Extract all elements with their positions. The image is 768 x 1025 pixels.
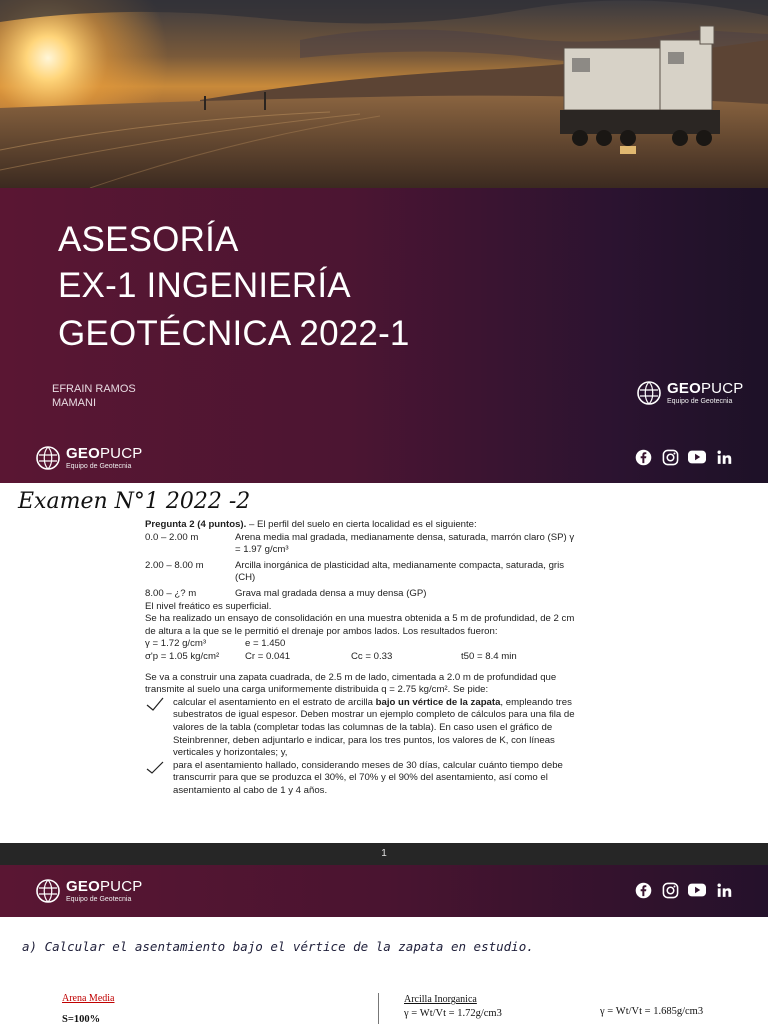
- globe-icon: [36, 446, 60, 470]
- logo-pucp-text: PUCP: [99, 445, 143, 462]
- layer-description: Arcilla inorgánica de plasticidad alta, medianamente compacta, saturada, gris (CH): [235, 559, 565, 584]
- cover-title-line-3: GEOTÉCNICA 2022-1: [58, 314, 410, 353]
- question-intro: – El perfil del suelo en cierta localidad es el siguiente:: [246, 519, 477, 530]
- arena-media-label: Arena Media: [62, 993, 115, 1004]
- results-row-1: [145, 638, 575, 651]
- logo-subtitle: Equipo de Geotecnia: [66, 463, 132, 470]
- desert-sunset-illustration: [0, 0, 768, 188]
- globe-icon: [637, 381, 661, 405]
- soil-layer-row: [145, 532, 575, 557]
- layer-description: Grava mal gradada densa a muy densa (GP): [235, 587, 427, 599]
- slide-number: 1: [381, 848, 387, 859]
- layer-depth: 2.00 – 8.00 m: [145, 559, 204, 571]
- item-a-text-rest: , empleando tres subestratos de igual espesor. Deben mostrar un ejemplo completo de cálculos para una fila de valores de la tabla (completar todas las columnas de la tabla). En caso usen el gráfico de Steinbrenner, deben adjuntarlo e indicar, para los tres puntos, los valores de K, con líneas verticales y horizontales; y,: [173, 696, 575, 759]
- logo-pucp-text: PUCP: [99, 878, 143, 895]
- linkedin-icon[interactable]: [715, 881, 733, 899]
- logo-subtitle: Equipo de Geotecnia: [667, 398, 733, 405]
- question-text-block: [145, 519, 575, 797]
- layer-depth: 8.00 – ¿? m: [145, 587, 197, 599]
- cover-title-panel: [0, 188, 768, 483]
- check-mark-icon: [145, 697, 173, 760]
- youtube-icon[interactable]: [688, 881, 706, 899]
- question-item-b: [145, 760, 575, 798]
- result-value: e = 1.450: [245, 638, 286, 650]
- slide-number-bar: [0, 843, 768, 865]
- globe-icon: [36, 879, 60, 903]
- result-value: Cc = 0.33: [351, 650, 393, 662]
- layer-depth: 0.0 – 2.00 m: [145, 531, 199, 543]
- cover-photo: [0, 0, 768, 188]
- result-value: Cr = 0.041: [245, 650, 291, 662]
- question-item-a: [145, 697, 575, 760]
- arena-saturation-formula: S=100%: [62, 1014, 101, 1025]
- result-value: t50 = 8.4 min: [461, 650, 517, 662]
- linkedin-icon[interactable]: [715, 448, 733, 466]
- author-line-2: MAMANI: [52, 397, 96, 409]
- social-links: [634, 881, 733, 899]
- soil-layer-row: [145, 588, 575, 601]
- result-value: γ = 1.72 g/cm³: [145, 638, 207, 650]
- check-mark-icon: [145, 760, 173, 798]
- consolidation-test-text: Se ha realizado un ensayo de consolidación en una muestra obtenida a 5 m de profundidad, de 2 cm de altura a la que se le permitió el drenaje por ambos lados. Los resultados fueron:: [145, 613, 575, 637]
- logo-subtitle: Equipo de Geotecnia: [66, 896, 132, 903]
- slide-header-bar: [0, 865, 768, 917]
- unit-weight-formula-right: γ = Wt/Vt = 1.685g/cm3: [600, 1006, 704, 1017]
- layer-description: Arena media mal gradada, medianamente densa, saturada, marrón claro (SP) γ = 1.97 g/cm³: [235, 531, 575, 556]
- column-divider: [378, 993, 379, 1024]
- author-line-1: EFRAIN RAMOS: [52, 383, 136, 395]
- result-value: σ'p = 1.05 kg/cm²: [145, 650, 220, 662]
- facebook-icon[interactable]: [634, 881, 652, 899]
- item-a-bold: bajo un vértice de la zapata: [375, 696, 501, 708]
- logo-geo-text: GEO: [66, 878, 100, 895]
- arcilla-unit-weight-formula: γ = Wt/Vt = 1.72g/cm3: [404, 1008, 502, 1019]
- geopucp-logo: [36, 879, 142, 903]
- author-name: [52, 382, 136, 410]
- social-links: [634, 448, 733, 466]
- logo-geo-text: GEO: [66, 445, 100, 462]
- slide-2-content: [0, 917, 768, 1024]
- soil-layer-row: [145, 560, 575, 585]
- logo-pucp-text: PUCP: [700, 380, 744, 397]
- handwritten-exam-title: Examen N°1 2022 -2: [18, 489, 251, 514]
- facebook-icon[interactable]: [634, 448, 652, 466]
- item-a-text: calcular el asentamiento en el estrato de arcilla: [173, 696, 376, 708]
- geopucp-logo-left: [36, 446, 142, 470]
- part-a-heading: a) Calcular el asentamiento bajo el vértice de la zapata en estudio.: [22, 939, 534, 954]
- footing-text: Se va a construir una zapata cuadrada, de 2.5 m de lado, cimentada a 2.0 m de profundidad que transmite al suelo una carga uniformemente distribuida q = 2.75 kg/cm². Se pide:: [145, 671, 557, 696]
- item-b-text: para el asentamiento hallado, considerando meses de 30 días, calcular cuánto tiempo debe transcurrir para que se produzca el 30%, el 70% y el 90% del asentamiento, así como el asentamiento al cabo de 1 y 4 años.: [173, 759, 563, 796]
- instagram-icon[interactable]: [661, 448, 679, 466]
- exam-question-scan: [0, 483, 768, 843]
- geopucp-logo-right: [637, 381, 743, 405]
- water-table-text: El nivel freático es superficial.: [145, 600, 272, 612]
- cover-title-line-2: EX-1 INGENIERÍA: [58, 266, 351, 305]
- results-row-2: [145, 651, 575, 664]
- instagram-icon[interactable]: [661, 881, 679, 899]
- question-head: Pregunta 2 (4 puntos).: [145, 519, 247, 530]
- cover-title-line-1: ASESORÍA: [58, 220, 239, 259]
- logo-geo-text: GEO: [667, 380, 701, 397]
- youtube-icon[interactable]: [688, 448, 706, 466]
- arcilla-label: Arcilla Inorganica: [404, 994, 477, 1005]
